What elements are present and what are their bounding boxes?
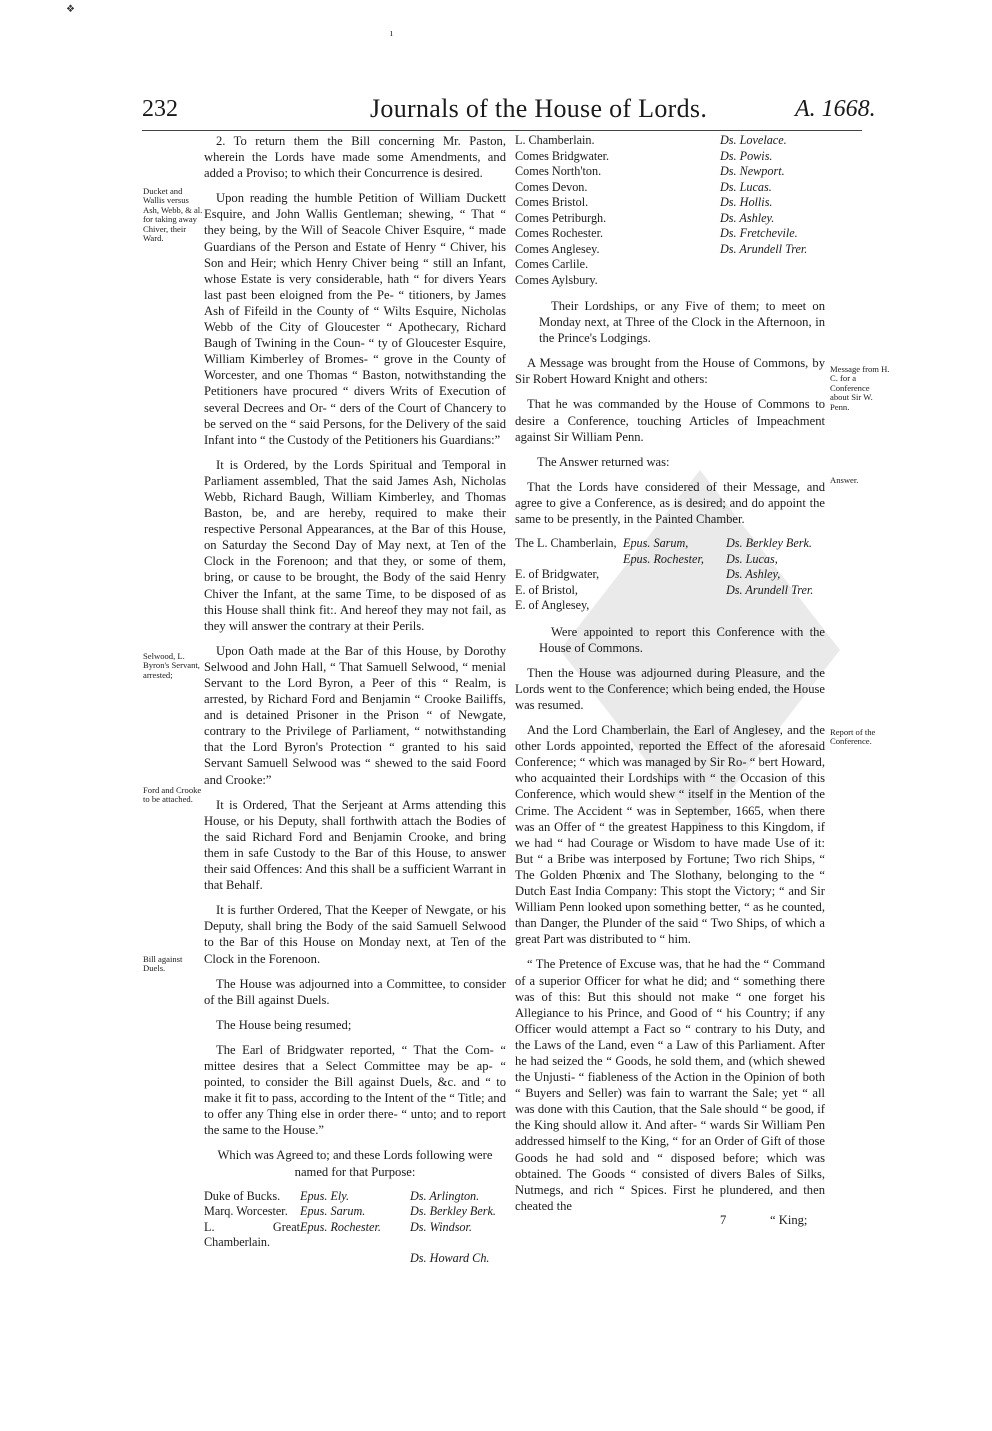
name-entry bbox=[300, 1251, 410, 1267]
left-column bbox=[204, 133, 506, 1276]
name-list bbox=[515, 133, 825, 288]
name-entry: Marq. Worcester. bbox=[204, 1204, 288, 1219]
name-entry bbox=[623, 598, 726, 614]
name-list bbox=[204, 1189, 506, 1267]
name-entry: E. of Bristol, bbox=[515, 582, 578, 597]
paragraph: That he was commanded by the House of Commons to desire a Conference, touching Articles of Impeachment against Sir William Penn. bbox=[515, 397, 825, 444]
paragraph: The House was adjourned into a Committee, to consider of the Bill against Duels. bbox=[204, 976, 506, 1007]
paragraph: The Earl of Bridgwater reported, “ That the Com- “ mittee desires that a Select Committee may be ap- “ pointed, to consider the Bill against Duels, &c. and “ to make it fit to pass, according to the Intent of the “ Title; and to offer any Thing else in order there- “ unto; and to report the same to the House.” bbox=[204, 1042, 506, 1138]
name-entry: E. of Bridgwater, bbox=[515, 567, 600, 582]
name-entry: Comes Rochester. bbox=[515, 226, 604, 240]
name-entry: L. Chamberlain. bbox=[515, 133, 595, 147]
paragraph: The Answer returned was: bbox=[537, 454, 670, 469]
paragraph: Upon Oath made at the Bar of this House, by Dorothy Selwood and John Hall, “ That Samuell Selwood, “ menial Servant to the Lord Byron, a Peer of this “ Realm, is arrested, by Richard Ford and Benjamin “ Crooke Bailiffs, and is detained Prisoner in the Prison “ of Newgate, contrary to the Privilege of Parliament, “ notwithstanding that the Lord Byron's Protection “ granted to his said Servant Samuell Selwood was “ shewed to the said Foord and Crooke:” bbox=[204, 643, 506, 787]
name-entry: Comes Aylsbury. bbox=[515, 272, 598, 287]
print-artifact: ı bbox=[390, 28, 393, 39]
paragraph: It is further Ordered, That the Keeper of Newgate, or his Deputy, shall bring the Body of the said Samuell Selwood to the Bar of this House on Monday next, at Ten of the Clock in the Forenoon. bbox=[204, 903, 506, 966]
name-entry bbox=[515, 552, 623, 568]
page-title: Journals of the House of Lords. bbox=[370, 94, 708, 123]
margin-note: Ducket and Wallis versus Ash, Webb, & al. for taking away Chiver, their Ward. bbox=[143, 186, 203, 244]
name-entry: Ds. Windsor. bbox=[410, 1219, 472, 1234]
name-entry: The L. Chamberlain, bbox=[515, 536, 617, 551]
name-entry: Epus. Ely. bbox=[300, 1188, 350, 1203]
paragraph: Then the House was adjourned during Pleasure, and the Lords went to the Conference; which being ended, the House was resumed. bbox=[515, 665, 825, 712]
name-entry: Ds. Arlington. bbox=[410, 1188, 480, 1203]
paragraph: That the Lords have considered of their Message, and agree to give a Conference, as is desired; and do appoint the same to be presently, in the Painted Chamber. bbox=[515, 479, 825, 527]
paragraph: 2. To return them the Bill concerning Mr. Paston, wherein the Lords have made some Amendments, and added a Proviso; to which their Concurrence is desired. bbox=[204, 134, 506, 181]
name-entry: Ds. Fretchevile. bbox=[720, 226, 798, 240]
margin-note: Answer. bbox=[830, 475, 859, 485]
name-entry: Ds. Newport. bbox=[720, 164, 785, 178]
name-list bbox=[515, 536, 825, 614]
catchword: “ King; bbox=[770, 1213, 808, 1227]
name-entry: Duke of Bucks. bbox=[204, 1188, 281, 1203]
paragraph: Upon reading the humble Petition of William Duckett Esquire, and John Wallis Gentleman; shewing, “ That “ they being, by the Will of Seacole Chiver Esquire, “ made Guardians of the Person and Estate of Henry “ Chiver, his Son and Heir; which Henry Chiver being “ still an Infant, whose Estate is very considerable, hath “ for divers Years last past been eloigned from the Pe- “ titioners, by James Ash of Fifeild in the County of “ Wilts Esquire, Nicholas Webb of the City of Gloucester “ Apothecary, Richard Baugh of Twining in the Coun- “ ty of Gloucester Esquire, William Kimberley of Bromes- “ grove in the County of Worcester, and one Thomas “ Baston, notwithstanding the Petitioners have procured “ divers Writs of Execution of several Decrees and Or- “ ders of the Court of Chancery to be served on the “ said Persons, for the Delivery of the said Infant into “ the Custody of the Petitioners his Guardians:” bbox=[204, 191, 506, 447]
print-artifact: ❖ bbox=[66, 4, 75, 15]
name-entry: Epus. Sarum. bbox=[300, 1204, 366, 1219]
name-entry: Epus. Sarum, bbox=[623, 536, 689, 551]
name-entry: Ds. Lucas. bbox=[720, 179, 772, 194]
paragraph: Their Lordships, or any Five of them; to meet on Monday next, at Three of the Clock in the Afternoon, in the Prince's Lodgings. bbox=[539, 299, 825, 346]
paragraph: The House being resumed; bbox=[216, 1017, 352, 1032]
name-entry: Comes Bristol. bbox=[515, 195, 589, 209]
page-number: 232 bbox=[142, 96, 178, 122]
name-entry: Epus. Rochester. bbox=[300, 1219, 381, 1234]
name-entry: Ds. Arundell Trer. bbox=[720, 241, 808, 256]
name-entry: Comes Bridgwater. bbox=[515, 148, 610, 163]
paragraph: Which was Agreed to; and these Lords following were named for that Purpose: bbox=[217, 1148, 493, 1179]
name-entry: Comes Devon. bbox=[515, 179, 588, 194]
name-entry bbox=[204, 1251, 300, 1267]
name-entry: Ds. Howard Ch. bbox=[410, 1250, 490, 1265]
header-rule bbox=[142, 130, 862, 131]
name-entry bbox=[623, 583, 726, 599]
name-entry: L. Great Chamberlain. bbox=[204, 1219, 300, 1250]
name-entry: Ds. Lucas, bbox=[726, 551, 778, 566]
margin-note: Ford and Crooke to be attached. bbox=[143, 785, 202, 805]
name-entry: Comes Anglesey. bbox=[515, 241, 600, 256]
right-column bbox=[515, 133, 825, 1223]
name-column-right bbox=[720, 133, 825, 288]
paragraph: It is Ordered, That the Serjeant at Arms attending this House, or his Deputy, shall forthwith attach the Bodies of the said Richard Ford and Benjamin Crooke, and bring them in safe Custody to the Bar of this House, to answer their said Offences: And this shall be a sufficient Warrant in that Behalf. bbox=[204, 797, 506, 893]
paragraph: Were appointed to report this Conference with the House of Commons. bbox=[539, 624, 825, 655]
name-entry: Ds. Powis. bbox=[720, 148, 773, 163]
name-entry: Ds. Ashley. bbox=[720, 210, 775, 225]
paragraph: “ The Pretence of Excuse was, that he had the “ Command of a superior Officer for what he did; and “ something there was of this: But this should not make “ one forget his Allegiance to his Prince, and Good of “ his Country; if any Officer would attempt a Fact so “ contrary to his Duty, and the Laws of the Land, even “ a Law of this Parliament. After he had seized the “ Goods, he sold them, and (which shewed the Unjusti- “ fiableness of the Action in the Opinion of both “ Buyers and Seller) was fain to warrant the Sale; yet “ all was done with this Caution, that the Sale should “ be good, if the King should allow it. And after- “ wards Sir William Pen addressed himself to the King, “ for an Order of Gift of those Goods he had sold and “ disposed before; which was obtained. The Goods “ consisted of divers Bales of Silks, Nutmegs, and rich “ Spices. First he plundered, and then cheated the bbox=[515, 957, 825, 1213]
paragraph: A Message was brought from the House of Commons, by Sir Robert Howard Knight and others: bbox=[515, 356, 825, 387]
name-entry: Ds. Lovelace. bbox=[720, 133, 787, 147]
name-entry: Ds. Berkley Berk. bbox=[410, 1204, 496, 1219]
margin-note: Bill against Duels. bbox=[143, 954, 183, 974]
name-entry: Comes North'ton. bbox=[515, 164, 602, 178]
signature-mark: 7 bbox=[720, 1213, 727, 1227]
name-entry: Ds. Arundell Trer. bbox=[726, 582, 814, 597]
name-entry: Comes Petriburgh. bbox=[515, 210, 607, 225]
name-entry: Epus. Rochester, bbox=[623, 551, 704, 566]
margin-note: Selwood, L. Byron's Servant, arrested; bbox=[143, 651, 200, 680]
paragraph: It is Ordered, by the Lords Spiritual and Temporal in Parliament assembled, That the said James Ash, Nicholas Webb, Richard Baugh, William Kimberley, and Thomas Baston, be, and are hereby, required to make their respective Personal Appearances, at the Bar of this House, on Saturday the Second Day of May next, at Ten of the Clock in the Forenoon; and that they, or some of them, bring, or cause to be brought, the Body of the said Henry Chiver the Infant, at the same Time, to be disposed of as this House shall think fit:. And hereof they may not fail, as they will answer the contrary at their Perils. bbox=[204, 457, 506, 633]
name-entry bbox=[726, 598, 826, 614]
name-entry: Ds. Ashley, bbox=[726, 567, 781, 582]
name-entry bbox=[623, 567, 726, 583]
paragraph: And the Lord Chamberlain, the Earl of Anglesey, and the other Lords appointed, reported the Effect of the aforesaid Conference; “ which was managed by Sir Ro- “ bert Howard, who acquainted their Lordships with “ the Occasion of this Conference, which would shew “ itself in the Mention of the Crime. The Accident “ was in September, 1665, when there was an Offer of “ the greatest Happiness to this Kingdom, if we had “ had Courage or Wisdom to have made Use of it: But “ a Bribe was interposed by Fortune; Two rich Ships, “ The Golden Phœnix and The Slothany, belonging to the “ Dutch East India Company: This stopt the Victory; “ and Sir William Penn looked upon something better, “ as he counted, than Danger, the Plunder of the said “ Two Ships, of which a great Part was distributed to “ him. bbox=[515, 723, 825, 947]
name-entry: Ds. Berkley Berk. bbox=[726, 536, 812, 551]
margin-note: Message from H. C. for a Conference about Sir W. Penn. bbox=[830, 364, 890, 412]
page-year: A. 1668. bbox=[795, 96, 876, 122]
name-entry: E. of Anglesey, bbox=[515, 598, 590, 613]
name-entry: Ds. Hollis. bbox=[720, 195, 773, 209]
name-column-left bbox=[515, 133, 720, 288]
margin-note: Report of the Conference. bbox=[830, 727, 876, 747]
name-entry: Comes Carlile. bbox=[515, 257, 589, 271]
